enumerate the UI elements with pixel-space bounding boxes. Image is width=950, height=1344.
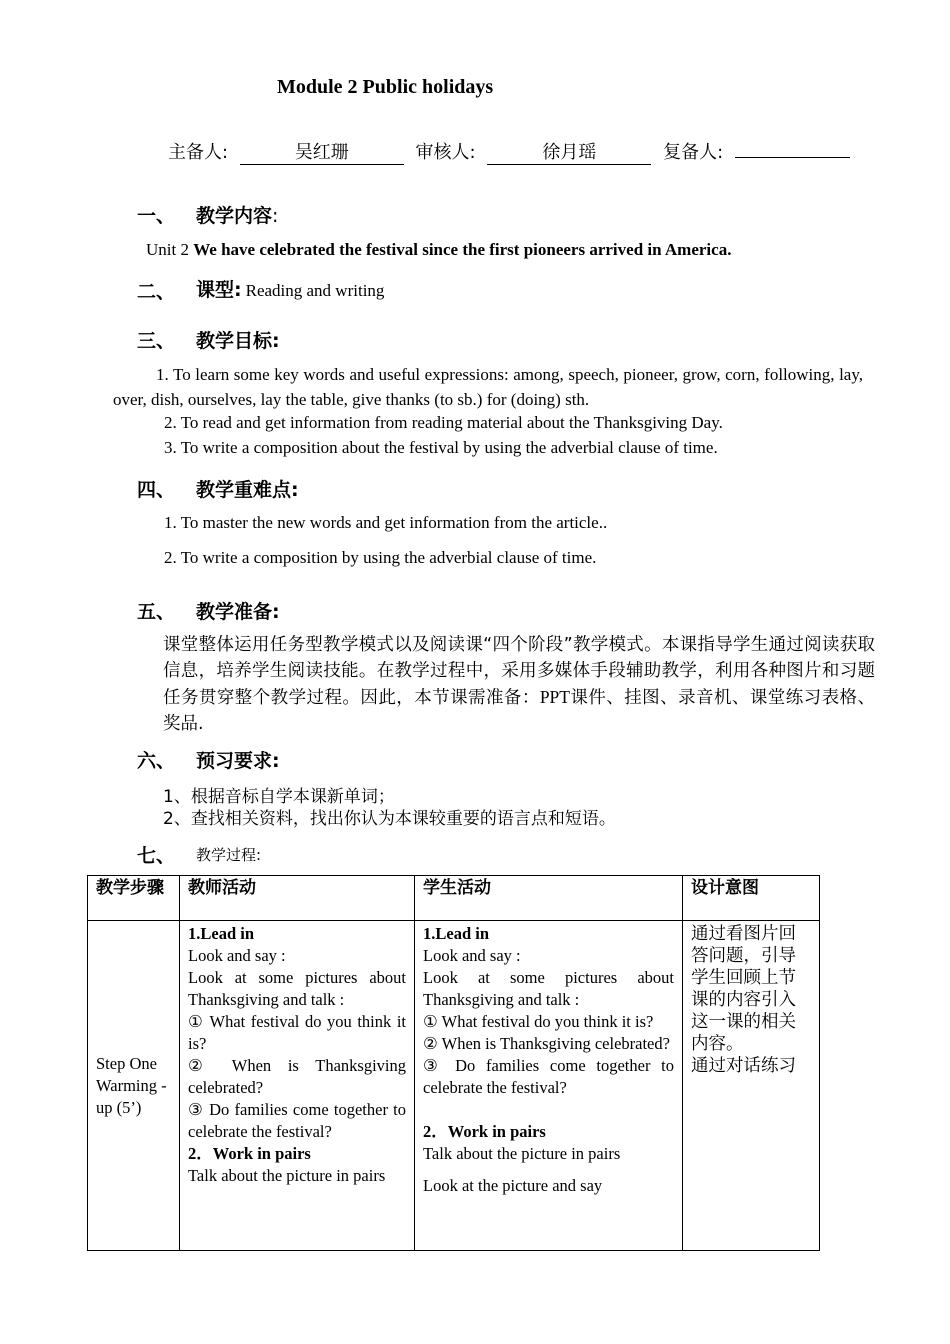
section-7-number: 七、 xyxy=(137,845,176,867)
preparation-text-zh2: 课件、挂图、录音机、课堂练习表格、奖品. xyxy=(163,688,876,734)
section-1-number: 一、 xyxy=(137,205,176,227)
student-cell xyxy=(415,921,683,1251)
objective-1: 1. To learn some key words and useful expressions: among, speech, pioneer, grow, corn, following, lay, over, dish, ourselves, lay the table, give thanks (to sb.) for (doing) sth. xyxy=(113,365,863,409)
section-6-label: 预习要求: xyxy=(196,750,280,772)
student-line-4: Look at the picture and say xyxy=(423,1176,603,1195)
teacher-question-3: ③ Do families come together to celebrate the festival? xyxy=(188,1100,406,1141)
header-teacher: 教师活动 xyxy=(180,876,415,921)
preparer-name: 吴红珊 xyxy=(240,142,404,165)
meta-line xyxy=(168,138,850,165)
section-2-label: 课型: xyxy=(196,279,242,301)
key-point-2: 2. To write a composition by using the adverbial clause of time. xyxy=(164,548,597,567)
teacher-heading-2: 2．Work in pairs xyxy=(188,1144,311,1163)
reviewer-label: 审核人: xyxy=(415,142,476,163)
section-6-number: 六、 xyxy=(137,750,176,772)
step-cell: Step One Warming -up (5’) xyxy=(88,921,180,1251)
section-3-number: 三、 xyxy=(137,330,176,352)
section-2-value: Reading and writing xyxy=(245,281,385,300)
intent-paragraph-1: 通过看图片回答问题，引导学生回顾上节课的内容引入这一课的相关内容。 xyxy=(691,924,796,1054)
section-5-number: 五、 xyxy=(137,601,176,623)
teacher-line-3: Talk about the picture in pairs xyxy=(188,1166,386,1185)
teacher-question-1: ① What festival do you think it is? xyxy=(188,1012,406,1053)
section-4-label: 教学重难点: xyxy=(196,479,299,501)
copreparer-name xyxy=(735,157,850,158)
header-student: 学生活动 xyxy=(415,876,683,921)
unit-prefix: Unit 2 xyxy=(146,240,194,259)
page-title: Module 2 Public holidays xyxy=(277,76,494,98)
section-2-number: 二、 xyxy=(137,281,176,303)
reviewer-name: 徐月瑶 xyxy=(487,142,651,165)
teacher-line-1: Look and say : xyxy=(188,946,286,965)
intent-cell xyxy=(683,921,820,1251)
section-3-label: 教学目标: xyxy=(196,330,280,352)
teacher-question-2: ② When is Thanksgiving celebrated? xyxy=(188,1056,406,1097)
table-header-row xyxy=(88,876,820,921)
student-line-3: Talk about the picture in pairs xyxy=(423,1144,621,1163)
section-1-label: 教学内容 xyxy=(196,205,273,227)
student-question-2: ② When is Thanksgiving celebrated? xyxy=(423,1034,670,1053)
student-heading-1: 1.Lead in xyxy=(423,924,490,943)
objective-2: 2. To read and get information from reading material about the Thanksgiving Day. xyxy=(164,413,723,432)
section-1-colon: : xyxy=(272,205,279,227)
table-row xyxy=(88,921,820,1251)
section-2-heading xyxy=(196,275,384,302)
intent-paragraph-2: 通过对话练习 xyxy=(691,1056,796,1076)
student-question-1: ① What festival do you think it is? xyxy=(423,1012,654,1031)
unit-line xyxy=(146,240,731,260)
student-question-3: ③ Do families come together to celebrate the festival? xyxy=(423,1056,674,1097)
student-line-1: Look and say : xyxy=(423,946,521,965)
teacher-cell xyxy=(180,921,415,1251)
copreparer-label: 复备人: xyxy=(663,142,724,163)
preview-item-2: 2、查找相关资料，找出你认为本课较重要的语言点和短语。 xyxy=(163,809,616,829)
student-line-2: Look at some pictures about Thanksgiving and talk : xyxy=(423,968,674,1009)
section-5-label: 教学准备: xyxy=(196,601,280,623)
teacher-heading-1: 1.Lead in xyxy=(188,924,255,943)
header-intent: 设计意图 xyxy=(683,876,820,921)
preparation-text-zh: 课堂整体运用任务型教学模式以及阅读课“四个阶段”教学模式。本课指导学生通过阅读获取信息，培养学生阅读技能。在教学过程中，采用多媒体手段辅助教学，利用各种图片和习题任务贯穿整个教学过程。因此，本节课需准备： xyxy=(163,635,875,708)
header-step: 教学步骤 xyxy=(88,876,180,921)
unit-title: We have celebrated the festival since the first pioneers arrived in America. xyxy=(193,240,732,259)
section-4-number: 四、 xyxy=(137,479,176,501)
objective-3: 3. To write a composition about the festival by using the adverbial clause of time. xyxy=(164,438,718,457)
process-table xyxy=(87,875,820,1251)
preparation-text-en: PPT xyxy=(539,687,570,707)
section-1-heading xyxy=(196,201,278,228)
key-point-1: 1. To master the new words and get information from the article.. xyxy=(164,513,608,532)
preparation-text xyxy=(163,632,875,737)
student-heading-2: 2．Work in pairs xyxy=(423,1122,546,1141)
preparer-label: 主备人: xyxy=(168,142,229,163)
teacher-line-2: Look at some pictures about Thanksgiving and talk : xyxy=(188,968,406,1009)
preview-item-1: 1、根据音标自学本课新单词； xyxy=(163,787,395,807)
section-7-label: 教学过程: xyxy=(196,846,262,864)
